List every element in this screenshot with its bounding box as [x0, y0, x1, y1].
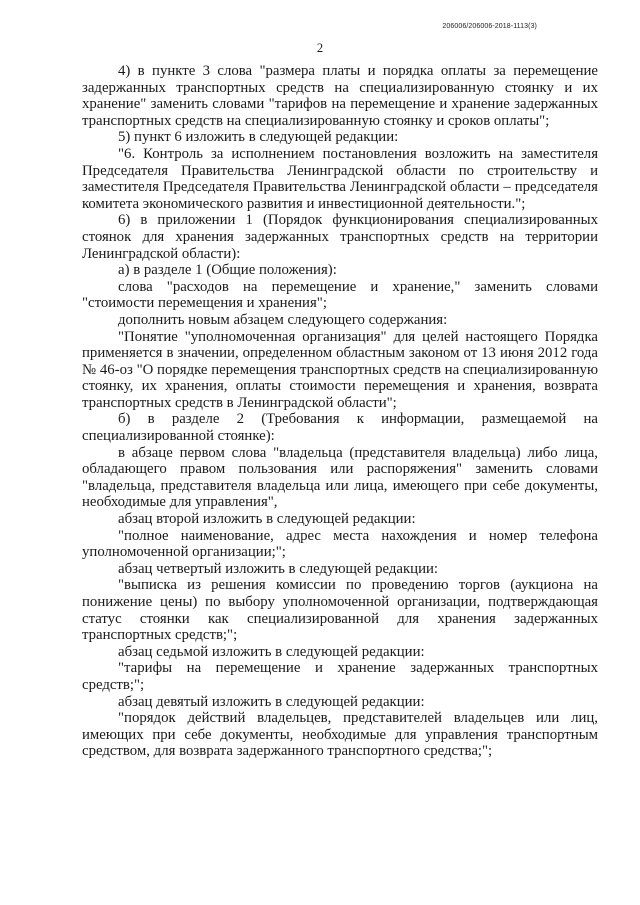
- paragraph-seventh-clause-intro: абзац седьмой изложить в следующей редакции:: [118, 643, 425, 660]
- paragraph-item-6-appendix: 6) в приложении 1 (Порядок функционирования специализированных стоянок для хранения задержанных транспортных средств на территории Ленинградской области):: [82, 212, 598, 262]
- document-body: [82, 63, 598, 760]
- paragraph-item-6-text: "6. Контроль за исполнением постановления возложить на заместителя Председателя Правительства Ленинградской области по строительству и заместителя Председателя Правительства Ленинградской области – председателя комитета экономического развития и инвестиционной деятельности.";: [82, 145, 598, 212]
- paragraph-replace-words: слова "расходов на перемещение и хранение," заменить словами "стоимости перемещения и хранения";: [82, 278, 598, 312]
- page-number: 2: [316, 41, 324, 55]
- paragraph-fourth-clause-intro: абзац четвертый изложить в следующей редакции:: [118, 560, 439, 577]
- document-number: 206006/206006-2018-1113(3): [442, 23, 537, 30]
- paragraph-ninth-clause-intro: абзац девятый изложить в следующей редакции:: [118, 693, 425, 710]
- paragraph-second-clause-text: "полное наименование, адрес места нахождения и номер телефона уполномоченной организации;";: [82, 527, 598, 561]
- paragraph-fourth-clause-text: "выписка из решения комиссии по проведению торгов (аукциона на понижение цены) по выбору уполномоченной организации, подтверждающая статус стоянки как специализированной для хранения задержанных транспортных средств;";: [82, 577, 598, 644]
- paragraph-subitem-b: б) в разделе 2 (Требования к информации, размещаемой на специализированной стоянке):: [82, 411, 598, 445]
- paragraph-first-clause-change: в абзаце первом слова "владельца (представителя владельца) либо лица, обладающего правом пользования или распоряжения" заменить словами "владельца, представителя владельца или лица, имеющего при себе документы, необходимые для управления",: [82, 444, 598, 511]
- paragraph-second-clause-intro: абзац второй изложить в следующей редакции:: [118, 511, 416, 528]
- paragraph-item-5: 5) пункт 6 изложить в следующей редакции:: [118, 129, 399, 146]
- paragraph-seventh-clause-text: "тарифы на перемещение и хранение задержанных транспортных средств;";: [82, 660, 598, 693]
- paragraph-ninth-clause-text: "порядок действий владельцев, представителей владельцев или лиц, имеющих при себе документы, необходимые для управления транспортным средством, для возврата задержанного транспортного средства;";: [82, 710, 598, 760]
- paragraph-add-clause: дополнить новым абзацем следующего содержания:: [118, 311, 448, 328]
- paragraph-item-4: 4) в пункте 3 слова "размера платы и порядка оплаты за перемещение задержанных транспортных средств на специализированную стоянку и их хранение" заменить словами "тарифов на перемещение и хранение задержанных транспортных средств на специализированную стоянку и сроков оплаты";: [82, 63, 598, 129]
- paragraph-concept-definition: "Понятие "уполномоченная организация" для целей настоящего Порядка применяется в значении, определенном областным законом от 13 июня 2012 года № 46-оз "О порядке перемещения транспортных средств на специализированную стоянку, их хранения, оплаты стоимости перемещения и хранения, возврата транспортных средств в Ленинградской области";: [82, 328, 598, 411]
- paragraph-subitem-a: а) в разделе 1 (Общие положения):: [118, 262, 337, 279]
